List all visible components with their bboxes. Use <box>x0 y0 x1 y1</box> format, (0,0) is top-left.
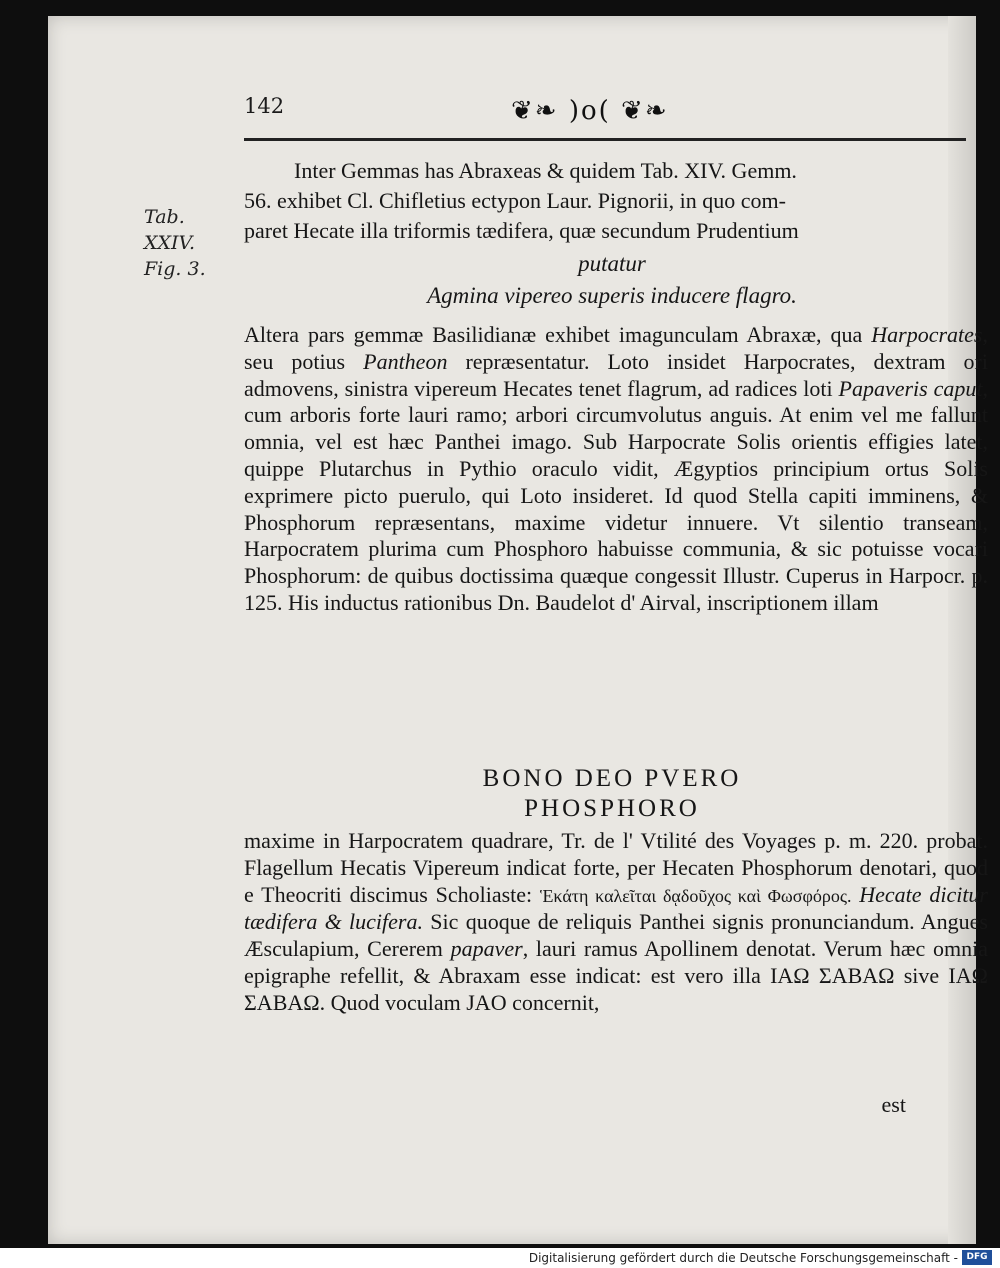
margin-note-line: XXIV. <box>144 232 195 254</box>
text-run: Altera pars gemmæ Basilidianæ exhibet imagunculam Abraxæ, qua <box>244 322 872 347</box>
italic-run: Pantheon <box>363 348 448 374</box>
paragraph-line: Inter Gemmas has Abraxeas & quidem Tab. XIV. Gemm. <box>294 158 797 183</box>
dfg-logo: DFG <box>962 1250 992 1265</box>
margin-note-line: Fig. 3. <box>144 258 206 280</box>
text-run: , cum arboris forte lauri ramo; arbori circumvolutus anguis. At enim vel me fallunt omnia, vel est hæc Panthei imago. Sub Harpocrate Solis orientis effigies latet, quippe Plutarchus in Pythio oraculo vidit, Ægyptios principium ortus Solis exprimere picto puerulo, qui Loto insideret. Id quod Stella capiti imminens, & Phosphorum repræsentans, maxime videtur innuere. Vt silentio transeam, Harpocratem plurima cum Phosphoro habuisse communia, & sic potuisse vocari Phosphorum: de quibus doctissima quæque congessit Illustr. Cuperus in Harpocr. p. 125. His inductus rationibus Dn. Baudelot d' Airval, inscriptionem illam <box>244 375 988 615</box>
funding-credit: Digitalisierung gefördert durch die Deutsche Forschungsgemeinschaft - <box>528 1251 958 1265</box>
header-ornament: ❦❧ )o( ❦❧ <box>511 96 669 126</box>
book-page <box>48 16 988 1244</box>
inscription-line: BONO DEO PVERO <box>482 765 742 792</box>
italic-run: papaver <box>450 936 523 962</box>
text-run: repræsentatur. Loto insidet Harpocrates, dextram ori admovens, sinistra vipereum Hecates tenet flagrum, ad radices loti <box>244 348 988 401</box>
verse-line: Agmina vipereo superis inducere flagro. <box>427 283 797 308</box>
paragraph-line: paret Hecate illa triformis tædifera, quæ secundum Prudentium <box>244 218 799 243</box>
inscription <box>244 764 980 824</box>
paragraph-body <box>244 322 988 617</box>
text-run: Sic quoque de reliquis Panthei signis pronunciandum. Angues Æsculapium, Cererem <box>244 909 988 962</box>
footer-bar <box>0 1248 1000 1268</box>
text-run: , lauri ramus Apollinem denotat. Verum hæc omnia epigraphe refellit, & Abraxam esse indicat: est vero illa ΙΑΩ ΣΑΒΑΩ sive ΙΑΩ ΣΑΒΑΩ. Quod voculam JAO concernit, <box>244 936 988 1015</box>
catchword: est <box>881 1092 906 1117</box>
italic-run: Harpocrates <box>871 322 983 347</box>
text-run: , seu potius <box>244 322 988 374</box>
paragraph-line: 56. exhibet Cl. Chifletius ectypon Laur. Pignorii, in quo com- <box>244 188 786 213</box>
verse-lead: putatur <box>578 251 646 276</box>
inscription-line: PHOSPHORO <box>524 795 700 822</box>
header-rule <box>244 138 966 141</box>
page-number: 142 <box>244 94 285 118</box>
text-run: maxime in Harpocratem quadrare, Tr. de l' Vtilité des Voyages p. m. 220. probat. Flagellum Hecatis Vipereum indicat forte, per Hecaten Phosphorum denotari, quod e Theocriti discimus Scholiaste: <box>244 828 988 907</box>
paragraph-1 <box>244 156 988 246</box>
verse-quote <box>244 248 980 312</box>
margin-note-line: Tab. <box>144 206 185 228</box>
italic-run: Papaveris caput <box>838 375 983 401</box>
margin-note <box>144 204 234 282</box>
page-header <box>48 16 976 156</box>
greek-quote: Ἑκάτη καλεῖται δᾳδοῦχος καὶ Φωσφόρος. <box>539 885 852 906</box>
paragraph-3 <box>244 828 988 1017</box>
paragraph-2 <box>244 322 988 617</box>
italic-run: Hecate dicitur tædifera & lucifera. <box>244 881 988 935</box>
paragraph-body <box>244 828 988 1017</box>
